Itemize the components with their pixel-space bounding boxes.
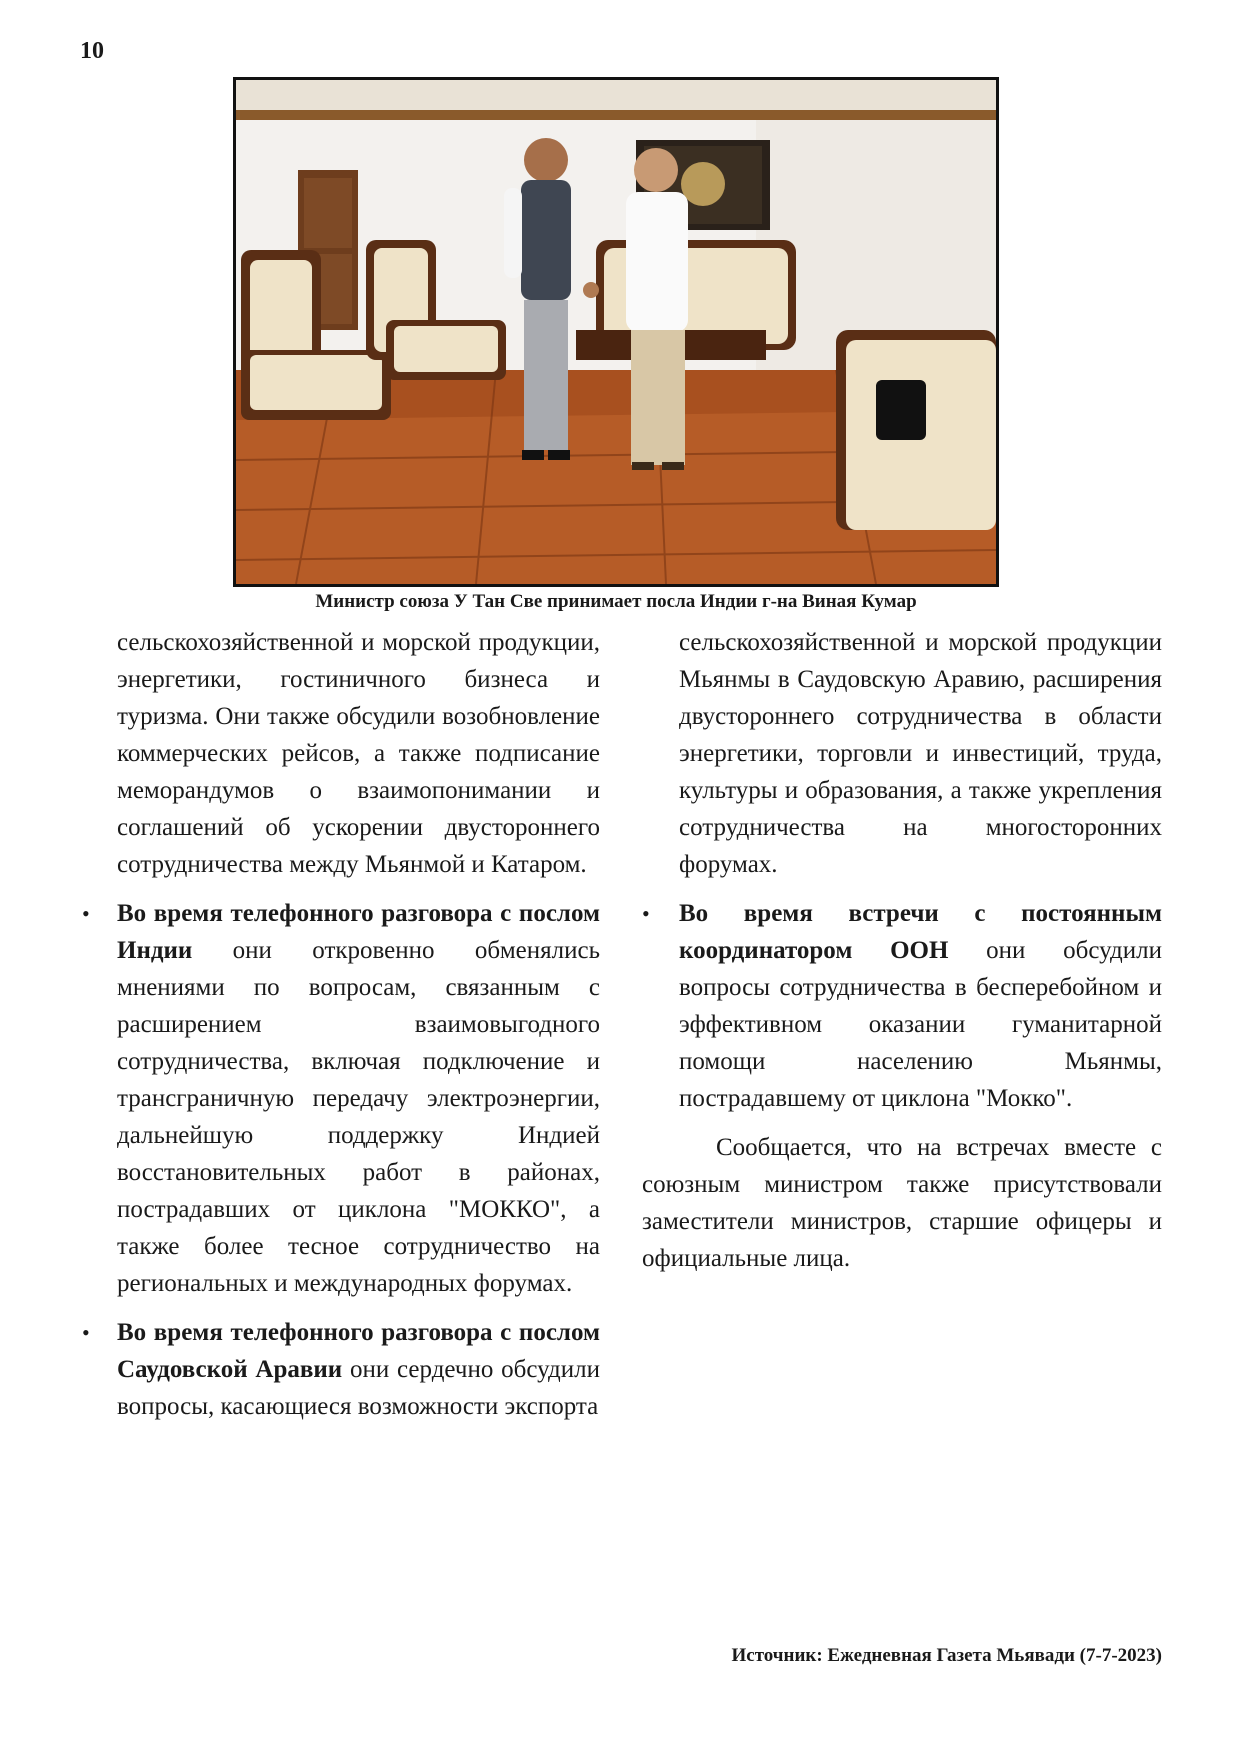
bullet-lead: Во время телефонного разговора с послом Индии	[117, 900, 600, 964]
bullet-text: они обсудили вопросы сотрудничества в бесперебойном и эффективном оказании гуманитарной помощи населению Мьянмы, пострадавшему от циклона "Мокко".	[679, 937, 1163, 1112]
bullet-icon: •	[642, 901, 650, 926]
bullet-icon: •	[82, 901, 90, 926]
closing-paragraph: Сообщается, что на встречах вместе с союзным министром также присутствовали заместители министров, старшие офицеры и официальные лица.	[642, 1134, 1162, 1272]
right-intro-paragraph: сельскохозяйственной и морской продукции Мьянмы в Саудовскую Аравию, расширения двустороннего сотрудничества в области энергетики, торговли и инвестиций, труда, культуры и образования, а также укрепления сотрудничества на многосторонних форумах.	[679, 629, 1162, 878]
source-credit: Источник: Ежедневная Газета Мьявади (7-7-2023)	[731, 1645, 1162, 1666]
right-bullet-list	[642, 895, 1162, 1117]
left-bullet-list	[82, 895, 601, 1425]
page-number: 10	[80, 38, 104, 64]
photo-caption: Министр союза У Тан Све принимает посла Индии г-на Виная Кумар	[315, 591, 917, 612]
bullet-text: они сердечно обсудили вопросы, касающиеся возможности экспорта	[117, 1356, 601, 1420]
left-column	[82, 624, 601, 1437]
list-item	[82, 1314, 601, 1425]
meeting-photo-icon	[236, 80, 996, 584]
right-column	[642, 624, 1162, 1277]
bullet-lead: Во время телефонного разговора с послом Саудовской Аравии	[117, 1319, 600, 1383]
list-item	[642, 895, 1162, 1117]
bullet-text: они откровенно обменялись мнениями по вопросам, связанным с расширением взаимовыгодного сотрудничества, включая подключение и трансграничную передачу электроэнергии, дальнейшую поддержку Индией восстановительных работ в районах, пострадавших от циклона "МОККО", а также более тесное сотрудничество на региональных и международных форумах.	[117, 937, 600, 1297]
left-intro-paragraph: сельскохозяйственной и морской продукции, энергетики, гостиничного бизнеса и туризма. Они также обсудили возобновление коммерческих рейсов, а также подписание меморандумов о взаимопонимании и соглашений об ускорении двустороннего сотрудничества между Мьянмой и Катаром.	[117, 629, 600, 878]
bullet-icon: •	[82, 1320, 90, 1345]
bullet-lead: Во время встречи с постоянным координатором ООН	[679, 900, 1162, 964]
news-photo	[233, 77, 999, 587]
list-item	[82, 895, 600, 1302]
